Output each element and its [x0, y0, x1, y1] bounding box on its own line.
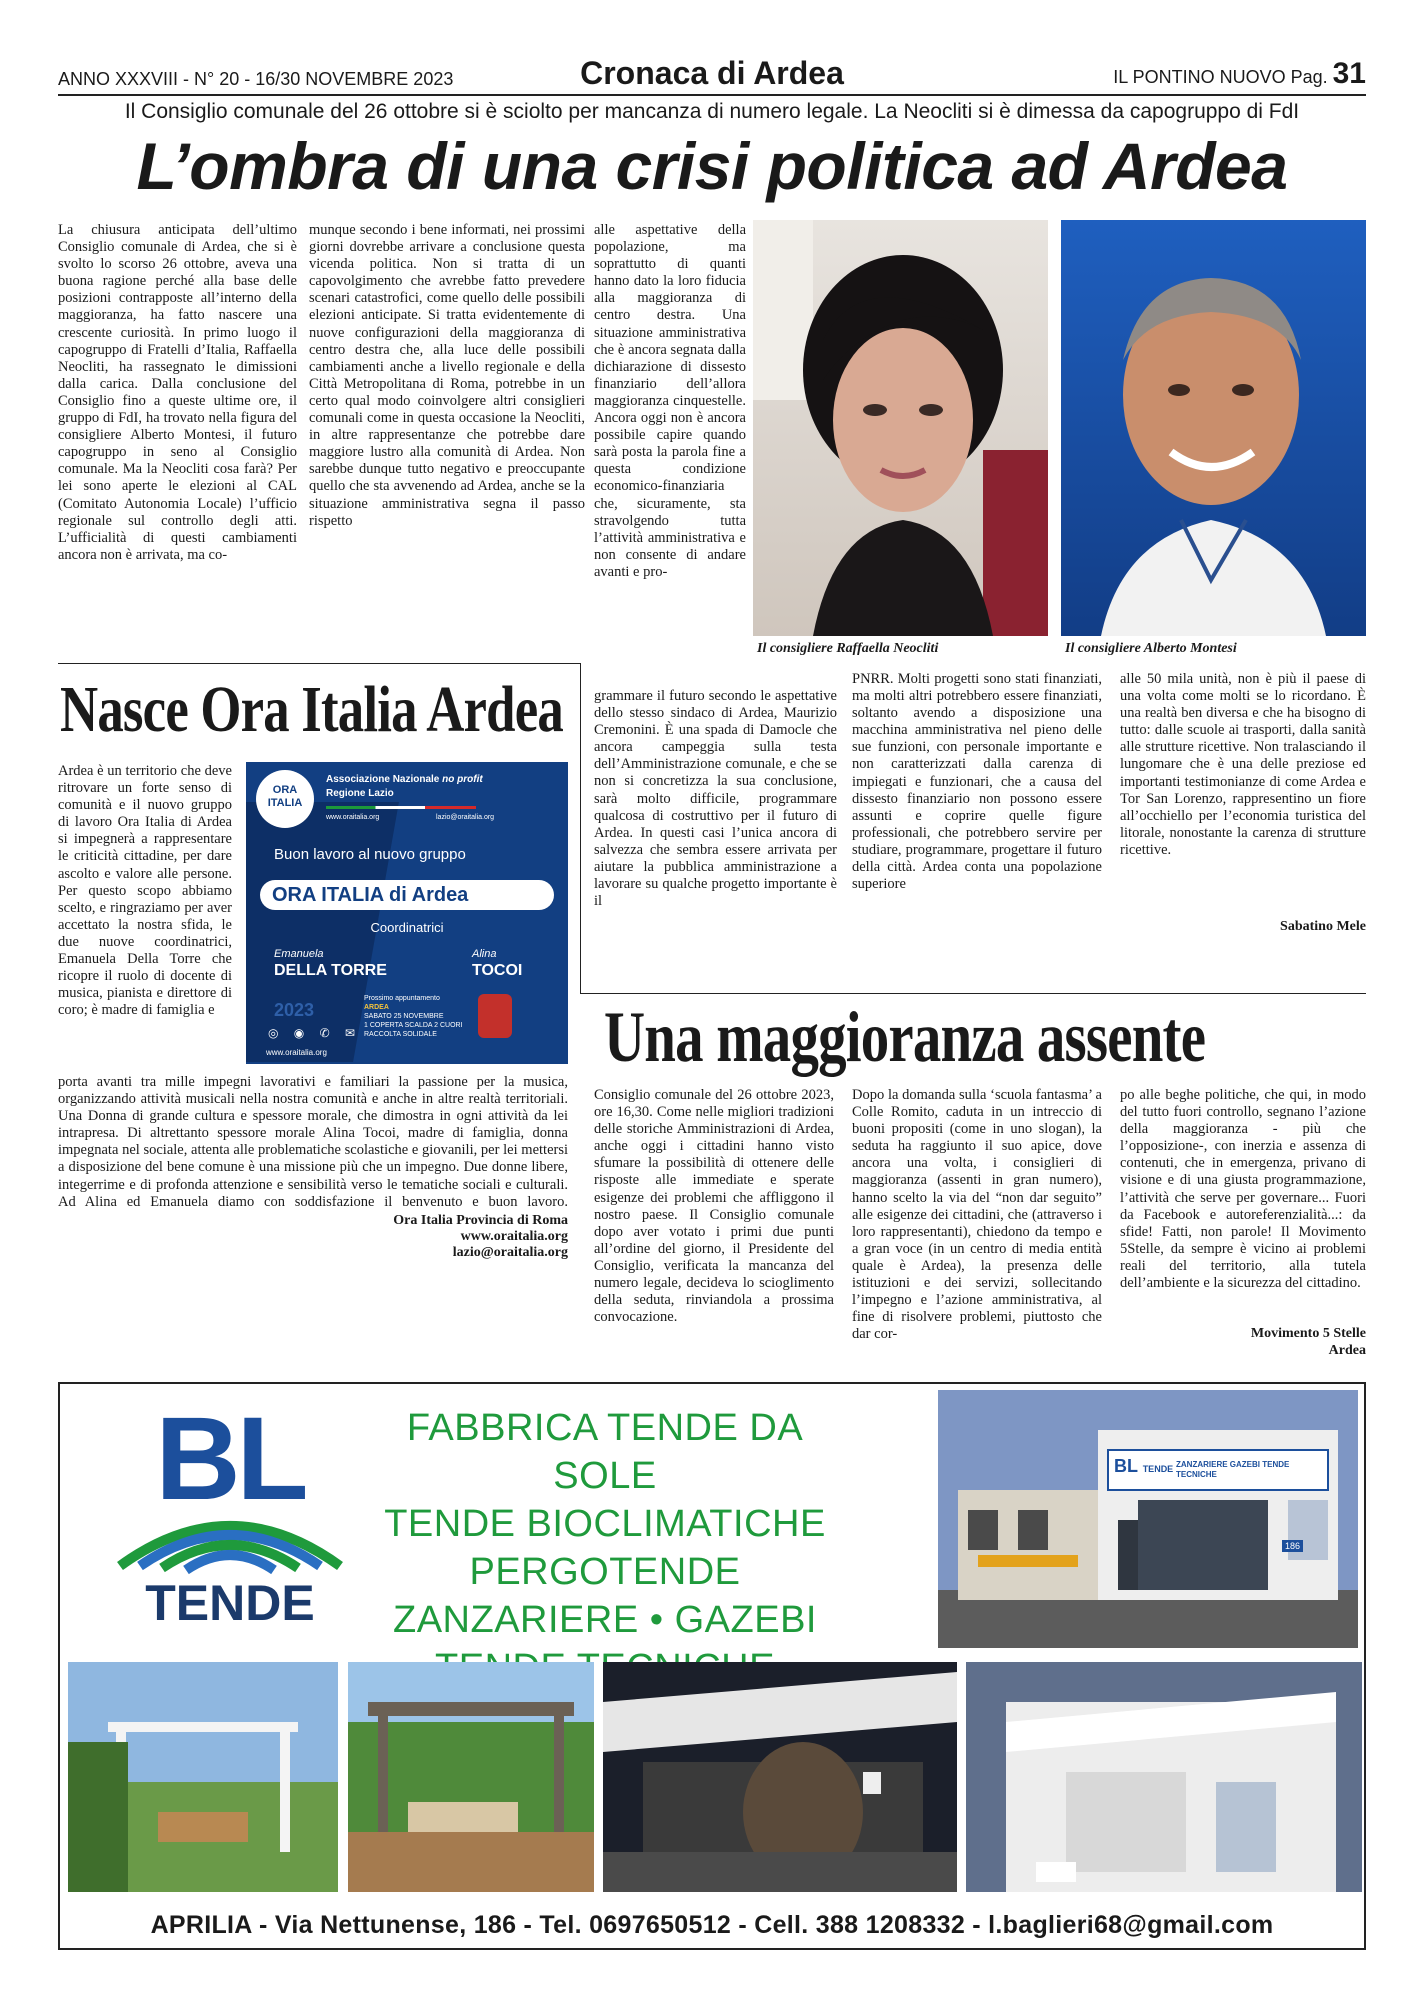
ora-italia-col-narrow: Ardea è un territorio che deve ritrovare un forte senso di comunità e il nuovo gruppo di lavoro Ora Italia di Ardea si impegnerà a rappresentare le criticità cittadine, per dare ascolto e valore alle persone. Per questo scopo abbiamo scelto, e ringraziamo per aver accettato la nostra sfida, le due nuove coordinatrici, Emanuela Della Torre che ricopre il ruolo di docente di musica, pianista e direttore di coro; è madre di famiglia e — [58, 763, 232, 1019]
main-article-col3b: grammare il futuro secondo le aspettative dello stesso sindaco di Ardea, Maurizio Cremonini. È una spada di Damocle che ancora campeggia sulla testa dell’Amministrazione comunale, e che se non si concretizza la sua conclusione, sarà molto difficile, programmare qualcosa di costruttivo per il futuro di Ardea. In questi casi l’unica ancora di salvezza che sembra essere arrivata per aiutare la pubblica amministrazione a lavorare su qualche progetto importante è il — [594, 688, 837, 910]
poster-banner-b: di Ardea — [389, 884, 469, 906]
section-title: Cronaca di Ardea — [580, 55, 844, 91]
poster-site-small: www.oraitalia.org — [326, 814, 380, 821]
maggioranza-sig1: Movimento 5 Stelle — [1250, 1326, 1366, 1341]
main-article-col4: PNRR. Molti progetti sono stati finanziati, ma molti altri potrebbero essere finanziati, soltanto avendo a disposizione una macchina amministrativa nel pieno delle sue funzioni, con personale importante e non caratterizzati dalla carenza di impiegati e funzionari, che a causa del dissesto finanziario non possono essere assunti e coprire quelle figure professionali, che potrebbero servire per studiare, programmare, progettare il futuro della città. Ardea conta una popolazione superiore — [852, 671, 1102, 893]
main-article-col5: alle 50 mila unità, non è più il paese di una volta come molti se lo ricordano. È una realtà ben diversa e che ha bisogno di tutto: dalle scuole ai trasporti, dalla sanità alle strutture ricettive. Non tralasciando il lungomare che è una delle preziose ed importanti testimonianze di come Ardea e Tor San Lorenzo, rappresentino un fiore all’occhiello per l’economia turistica del litorale, nonostante la carenza di strutture ricettive. — [1120, 671, 1366, 858]
publication-name: IL PONTINO NUOVO Pag. — [1113, 67, 1328, 87]
page-number: 31 — [1332, 57, 1366, 90]
maggioranza-title: Una maggioranza assente — [604, 997, 1206, 1077]
poster-assoc-text: Associazione Nazionale — [326, 774, 440, 785]
product-photo-white-house — [966, 1662, 1362, 1892]
ora-italia-sig2: www.oraitalia.org — [460, 1229, 568, 1244]
poster-mail-small: lazio@oraitalia.org — [436, 814, 495, 821]
white-house-image — [966, 1662, 1362, 1892]
poster-banner-a: ORA ITALIA — [272, 884, 384, 906]
ora-italia-col-wide: porta avanti tra mille impegni lavorativi e familiari la passione per la musica, organizzando attività musicali nella nostra comunità e anche in altre realtà territoriali. Una Donna di grande cultura e spessore morale, che dimostra in ogni attività da lei intrapresa. Di altrettanto spessore morale Alina Tocoi, madre di famiglia, donna impegnata nel sociale, attenta alle problematiche scolastiche e giovanili, per lei mettersi a disposizione del bene comune è una missione più che un impegno. Due donne libere, integerrime e di profonda attenzione e sensibilità verso le tematiche sociali e culturali. Ad Alina ed Emanuela diamo con soddisfazione il benvenuto e buon lavoro. — [58, 1074, 568, 1210]
ora-italia-signature — [300, 1213, 568, 1261]
store-sign-a: BL — [1114, 1456, 1138, 1476]
logo-line1: ORA — [272, 784, 298, 796]
poster-footer-site: www.oraitalia.org — [266, 1048, 327, 1057]
poster-name2-last: TOCOI — [472, 962, 523, 979]
poster-name1-last: DELLA TORRE — [274, 962, 387, 979]
pergola-garden-image — [68, 1662, 338, 1892]
ad-line-4: ZANZARIERE • GAZEBI — [393, 1599, 817, 1641]
poster-region: Regione Lazio — [326, 788, 394, 799]
poster-event-name: RACCOLTA SOLIDALE — [364, 1031, 437, 1038]
bl-tende-ad — [58, 1382, 1366, 1950]
issue-line: ANNO XXXVIII - N° 20 - 16/30 NOVEMBRE 2023 — [58, 69, 454, 89]
main-headline: L’ombra di una crisi politica ad Ardea — [136, 129, 1288, 203]
rule-ora-italia-right — [580, 663, 581, 993]
ora-italia-sig1: Ora Italia Provincia di Roma — [393, 1213, 568, 1228]
pergola-pool-image — [348, 1662, 594, 1892]
rule-ora-italia-top — [58, 663, 580, 664]
logo-word: TENDE — [145, 1575, 315, 1631]
main-article-col3: alle aspettative della popolazione, ma soprattutto di quanti hanno dato la loro fiducia alla maggioranza di centro destra. Una situazione amministrativa che è ancora segnata dalla dichiarazione di dissesto finanziario dell’allora maggioranza cinquestelle. Ancora oggi non è ancora possibile capire quando sarà posta la parola fine a questa condizione economico-finanziaria che, sicuramente, sta stravolgendo tutta l’attività amministrativa e non consente di andare avanti e pro- — [594, 222, 746, 580]
rule-maggioranza-top — [580, 993, 1366, 994]
ad-contact-footer: APRILIA - Via Nettunense, 186 - Tel. 0697650512 - Cell. 388 1208332 - l.baglieri68@gmail.com — [150, 1911, 1274, 1939]
storefront-image — [938, 1390, 1358, 1648]
publication-page — [1113, 57, 1366, 91]
poster-quote: Buon lavoro al nuovo gruppo — [274, 846, 466, 863]
poster-assoc — [326, 774, 483, 785]
poster-year: 2023 — [274, 1000, 315, 1020]
ora-italia-title: Nasce Ora Italia Ardea — [60, 673, 563, 746]
logo-line2: ITALIA — [267, 797, 303, 809]
poster-flag-line — [326, 806, 476, 809]
ad-line-3: PERGOTENDE — [469, 1551, 741, 1593]
maggioranza-sig2: Ardea — [1328, 1343, 1366, 1358]
ora-italia-poster — [246, 762, 568, 1064]
bl-tende-logo — [110, 1393, 350, 1631]
store-sign-text: ZANZARIERE GAZEBI TENDE TECNICHE — [1176, 1460, 1290, 1479]
product-photo-pergola-garden — [68, 1662, 338, 1892]
logo-letters: BL — [155, 1393, 305, 1525]
store-sign-b: TENDE — [1142, 1464, 1174, 1474]
poster-event-image — [478, 994, 512, 1038]
maggioranza-col3: po alle beghe politiche, che qui, in modo del tutto fuori controllo, segnano l’azione della maggioranza - più che l’opposizione-, con inerzia e assenza di contenuti, che in emergenza, privano di visione e di una giusta programmazione, l’attività che serve per governare... Fuori da Facebook e autoreferenzialità...: da sfide! Fatti, non parole! Il Movimento 5Stelle, da sempre è vicino ai problemi reali del territorio, alla tutela dell’ambiente e la sicurezza del cittadino. — [1120, 1087, 1366, 1292]
ora-italia-logo — [256, 770, 314, 828]
poster-event-place: ARDEA — [364, 1004, 389, 1011]
logo-awning-icon — [110, 1496, 350, 1576]
portrait-man-image — [1061, 220, 1366, 636]
ora-italia-sig3: lazio@oraitalia.org — [452, 1245, 568, 1260]
ad-product-lines — [360, 1404, 850, 1692]
store-number: 186 — [1282, 1540, 1303, 1552]
poster-event — [364, 994, 463, 1039]
main-article-col2: munque secondo i bene informati, nei prossimi giorni dovrebbe arrivare a conclusione questa vicenda politica. Non si tratta di un capovolgimento che avrebbe fatto prevedere scenari catastrofici, come quello delle possibili elezioni anticipate. Si tratta evidentemente di nuove configurazioni della maggioranza di centro destra che, alla luce delle possibili cambiamenti anche a livello regionale e della Città Metropolitana di Roma, potrebbe in un certo qual modo coinvolgere altri consiglieri comunali come in questa occasione la Neocliti, in altre rappresentanze che potrebbe dare maggiore lustro alla comunità di Ardea. Non sarebbe dunque tutto negativo e preoccupante quello che sta avvenendo ad Ardea, anche se la situazione amministrativa segna il passo rispetto — [309, 222, 585, 529]
storefront-photo — [938, 1390, 1358, 1648]
product-photo-pergola-pool — [348, 1662, 594, 1892]
page-header — [58, 55, 1366, 96]
caption-montesi: Il consigliere Alberto Montesi — [1065, 641, 1237, 656]
poster-name2-first: Alina — [472, 948, 497, 960]
poster-social-icons: ◎ ◉ ✆ ✉ — [268, 1026, 362, 1040]
poster-event-title: Prossimo appuntamento — [364, 995, 440, 1002]
poster-event-slogan: 1 COPERTA SCALDA 2 CUORI — [364, 1022, 463, 1029]
caption-neocliti: Il consigliere Raffaella Neocliti — [757, 641, 939, 656]
store-sign-logo — [1114, 1456, 1173, 1477]
poster-role: Coordinatrici — [370, 920, 444, 935]
poster-name1-first: Emanuela — [274, 948, 324, 960]
main-article-col1: La chiusura anticipata dell’ultimo Consiglio comunale di Ardea, che si è svolto lo scorso 26 ottobre, aveva una buona ragione perché alla base delle posizioni contrapposte all’interno della maggioranza, ha fatto nascere una crescente curiosità. In primo luogo il capogruppo di Fratelli d’Italia, Raffaella Neocliti, ha rassegnato le dimissioni dalla carica. Dalla conclusione del Consiglio fino a queste ultime ore, il gruppo di FdI, ha trovato nella figura del consigliere Alberto Montesi, il futuro capogruppo in seno al Consiglio comunale. Ma la Neocliti cosa farà? Per lei sono aperte le elezioni al CAL (Comitato Autonomia Locale) l’ufficio regionale sul controllo degli atti. L’ufficialità di questi cambiamenti ancora non è arrivata, ma co- — [58, 222, 297, 563]
poster-assoc-italic: no profit — [442, 774, 483, 785]
photo-alberto-montesi — [1061, 220, 1366, 636]
maggioranza-col1: Consiglio comunale del 26 ottobre 2023, ore 16,30. Come nelle migliori tradizioni delle storiche Amministrazioni di Ardea, anche oggi i cittadini hanno visto sfumare la possibilità di ottenere delle risposte alle immediate e sperate esigenze dei problemi che affliggono il nostro paese. Il Consiglio comunale dopo aver votato i primi due punti all’ordine del giorno, il Presidente del Consiglio, verificata la mancanza del numero legale, decideva lo scioglimento della seduta, rinviandola a prossima convocazione. — [594, 1087, 834, 1326]
poster-event-date: SABATO 25 NOVEMBRE — [364, 1013, 444, 1020]
product-photo-awning-night — [603, 1662, 957, 1892]
awning-night-image — [603, 1662, 957, 1892]
poster-banner — [260, 880, 554, 910]
ad-line-1: FABBRICA TENDE DA SOLE — [406, 1407, 804, 1497]
photo-raffaella-neocliti — [753, 220, 1048, 636]
portrait-woman-image — [753, 220, 1048, 636]
maggioranza-signature — [1120, 1325, 1366, 1359]
ad-line-2: TENDE BIOCLIMATICHE — [384, 1503, 826, 1545]
maggioranza-col2: Dopo la domanda sulla ‘scuola fantasma’ a Colle Romito, caduta in un intreccio di buoni propositi (come in uno slogan), la seduta ha raggiunto il suo apice, dove ancora una volta, i consiglieri di maggioranza (assenti in gran numero), hanno scelto la via del “non dar seguito” alle esigenze dei cittadini, che (attraverso i loro rappresentanti), chiedono da tempo e a gran voce (in un centro di media entità quale è Ardea), la presenza delle istituzioni e dei servizi, sollecitando l’impegno e l’azione amministrativa, al fine di risolvere problemi, piuttosto che dar cor- — [852, 1087, 1102, 1343]
signature-sabatino-mele: Sabatino Mele — [1280, 919, 1366, 934]
main-kicker: Il Consiglio comunale del 26 ottobre si è sciolto per mancanza di numero legale. La Neocliti si è dimessa da capogruppo di FdI — [124, 100, 1300, 123]
